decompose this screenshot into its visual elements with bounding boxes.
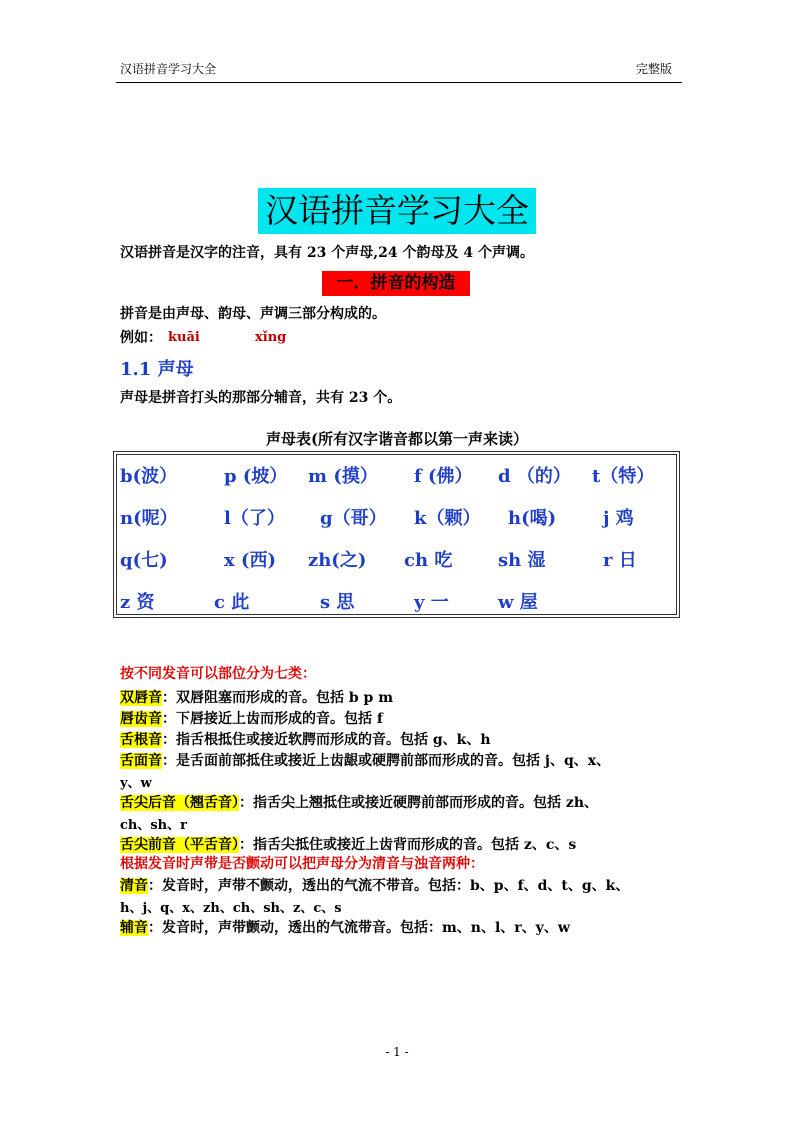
voicing-item	[120, 917, 570, 937]
category-item	[120, 708, 383, 728]
table-cell: p (坡）	[224, 466, 288, 487]
table-cell: q(七)	[120, 550, 168, 571]
table-cell: t（特）	[592, 466, 655, 487]
table-cell: zh(之)	[308, 550, 367, 571]
intro-text: 汉语拼音是汉字的注音，具有 23 个声母,24 个韵母及 4 个声调。	[120, 245, 534, 261]
table-cell: s 思	[320, 592, 355, 613]
voicing-continuation: h、j、q、x、zh、ch、sh、z、c、s	[120, 901, 342, 916]
table-cell: z 资	[120, 592, 155, 613]
subsection-desc: 声母是拼音打头的那部分辅音，共有 23 个。	[120, 390, 402, 406]
table-cell: w 屋	[498, 592, 538, 613]
table-cell: d （的）	[498, 466, 571, 487]
category-text: ：下唇接近上齿而形成的音。包括 f	[162, 711, 383, 727]
table-cell: c 此	[214, 592, 250, 613]
page-title: 汉语拼音学习大全	[258, 188, 536, 234]
table-cell: x (西)	[224, 550, 277, 571]
voicing-text: ：发音时，声带不颤动，透出的气流不带音。包括：b、p、f、d、t、g、k、	[148, 878, 630, 894]
category-text: ：是舌面前部抵住或接近上齿龈或硬腭前部而形成的音。包括 j、q、x、	[162, 753, 611, 769]
category-term: 舌面音	[120, 753, 162, 769]
category-continuation: y、w	[120, 776, 152, 791]
voicing-title: 根据发音时声带是否颤动可以把声母分为清音与浊音两种：	[120, 856, 484, 872]
subsection-title: 1.1 声母	[120, 359, 194, 380]
table-cell: sh 湿	[498, 550, 546, 571]
category-term: 双唇音	[120, 690, 162, 706]
category-term: 舌尖前音（平舌音）	[120, 837, 239, 853]
category-term: 舌尖后音（翘舌音）	[120, 795, 239, 811]
table-cell: h(喝)	[508, 508, 557, 529]
header-right: 完整版	[636, 62, 673, 76]
voicing-term: 清音	[120, 878, 148, 894]
category-text: ：指舌尖抵住或接近上齿背而形成的音。包括 z、c、s	[239, 837, 577, 853]
table-cell: f (佛）	[414, 466, 473, 487]
category-text: ：双唇阻塞而形成的音。包括 b p m	[162, 690, 394, 706]
table-cell: ch 吃	[404, 550, 453, 571]
voicing-term: 辅音	[120, 920, 148, 936]
voicing-text: ：发音时，声带颤动，透出的气流带音。包括：m、n、l、r、y、w	[148, 920, 570, 936]
categories-title: 按不同发音可以部位分为七类：	[120, 666, 316, 682]
category-item	[120, 729, 491, 749]
table-cell: r 日	[603, 550, 637, 571]
category-item	[120, 687, 393, 707]
structure-text: 拼音是由声母、韵母、声调三部分构成的。	[120, 306, 386, 322]
table-cell: g（哥）	[320, 508, 387, 529]
table-caption: 声母表(所有汉字谐音都以第一声来读）	[265, 430, 529, 448]
voicing-item	[120, 875, 629, 895]
table-cell: k（颗）	[414, 508, 481, 529]
table-cell: m (摸）	[308, 466, 378, 487]
category-continuation: ch、sh、r	[120, 818, 187, 833]
table-cell: n(呢）	[120, 508, 178, 529]
table-cell: y 一	[414, 592, 449, 613]
category-item	[120, 750, 610, 770]
table-cell: l（了）	[224, 508, 285, 529]
category-term: 唇齿音	[120, 711, 162, 727]
category-term: 舌根音	[120, 732, 162, 748]
example-word: xǐng	[255, 330, 287, 345]
header-left: 汉语拼音学习大全	[120, 62, 217, 76]
category-text: ：指舌根抵住或接近软腭而形成的音。包括 g、k、h	[162, 732, 491, 748]
section-heading: 一．拼音的构造	[322, 271, 470, 296]
example-word: kuāi	[168, 330, 200, 345]
page-number: - 1 -	[385, 1045, 409, 1059]
example-label: 例如：	[120, 330, 162, 346]
category-text: ：指舌尖上翘抵住或接近硬腭前部而形成的音。包括 zh、	[239, 795, 599, 811]
header-divider	[116, 82, 682, 83]
table-cell: j 鸡	[603, 508, 634, 529]
table-cell: b(波）	[120, 466, 178, 487]
category-item	[120, 792, 598, 812]
category-item	[120, 834, 576, 854]
